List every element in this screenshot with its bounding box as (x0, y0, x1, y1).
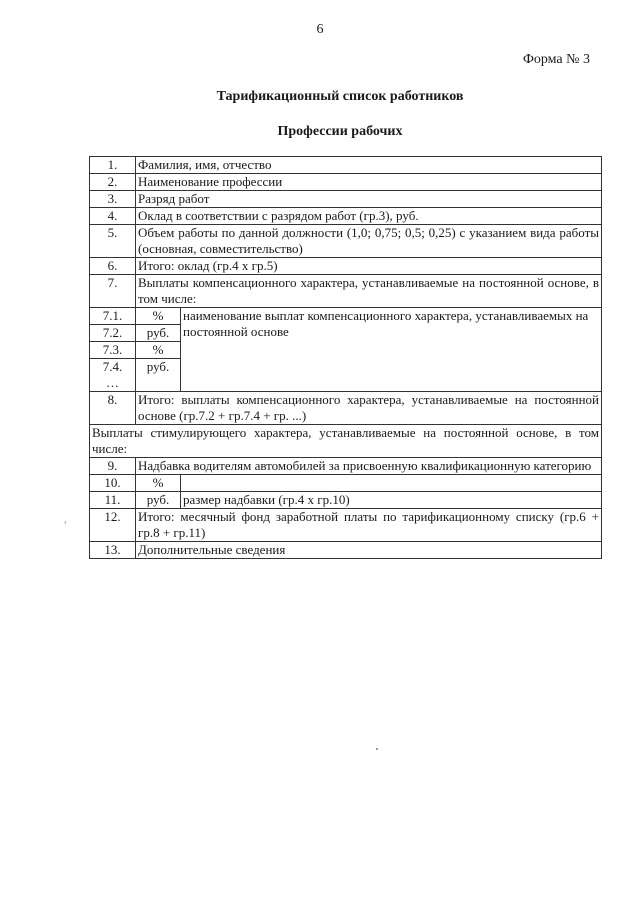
row-text: Разряд работ (136, 191, 602, 208)
unit-cell: % (136, 342, 181, 359)
row-number: 3. (90, 191, 136, 208)
row-text: размер надбавки (гр.4 х гр.10) (181, 492, 602, 509)
row-text: Итого: выплаты компенсационного характера, устанавливаемые на постоянной основе (гр.7.2 + гр.7.4 + гр. ...) (136, 392, 602, 425)
row-number: 11. (90, 492, 136, 509)
unit-cell: руб. (136, 359, 181, 392)
row-number: 2. (90, 174, 136, 191)
row-number: 7. (90, 275, 136, 308)
unit-cell: % (136, 475, 181, 492)
row-number: 7.1. (90, 308, 136, 325)
table-row (90, 208, 602, 225)
ellipsis: … (106, 375, 119, 390)
compensation-description: наименование выплат компенсационного характера, устанавливаемых на постоянной основе (181, 308, 602, 392)
table-row (90, 425, 602, 458)
table-row (90, 392, 602, 425)
unit-cell: руб. (136, 492, 181, 509)
table-row (90, 275, 602, 308)
table-row (90, 458, 602, 475)
row-text: Оклад в соответствии с разрядом работ (гр.3), руб. (136, 208, 602, 225)
tariff-list-table (89, 156, 602, 559)
margin-mark: з (64, 520, 67, 526)
row-number: 7.3. (90, 342, 136, 359)
table-row (90, 308, 602, 325)
row-text: Итого: месячный фонд заработной платы по тарификационному списку (гр.6 + гр.8 + гр.11) (136, 509, 602, 542)
scan-dot (376, 748, 378, 750)
row-number: 4. (90, 208, 136, 225)
row-number: 6. (90, 258, 136, 275)
table-row (90, 509, 602, 542)
table-row (90, 475, 602, 492)
document-title: Тарификационный список работников (216, 89, 464, 104)
row-number-cell (90, 359, 136, 392)
row-number: 12. (90, 509, 136, 542)
row-number: 7.2. (90, 325, 136, 342)
table-row (90, 225, 602, 258)
row-number: 9. (90, 458, 136, 475)
row-number: 5. (90, 225, 136, 258)
table-row (90, 157, 602, 174)
table-row (90, 542, 602, 559)
row-number: 10. (90, 475, 136, 492)
row-text: Итого: оклад (гр.4 х гр.5) (136, 258, 602, 275)
row-text: Наименование профессии (136, 174, 602, 191)
row-number: 13. (90, 542, 136, 559)
page-number: 6 (316, 22, 324, 37)
stimulating-header: Выплаты стимулирующего характера, устанавливаемые на постоянной основе, в том числе: (90, 425, 602, 458)
row-number: 8. (90, 392, 136, 425)
unit-cell: руб. (136, 325, 181, 342)
table-row (90, 191, 602, 208)
row-number: 1. (90, 157, 136, 174)
row-text: Выплаты компенсационного характера, устанавливаемые на постоянной основе, в том числе: (136, 275, 602, 308)
empty-cell (181, 475, 602, 492)
row-number: 7.4. (102, 359, 123, 374)
unit-cell: % (136, 308, 181, 325)
row-text: Надбавка водителям автомобилей за присвоенную квалификационную категорию (136, 458, 602, 475)
document-subtitle: Профессии рабочих (277, 124, 403, 139)
row-text: Объем работы по данной должности (1,0; 0,75; 0,5; 0,25) с указанием вида работы (основная, совместительство) (136, 225, 602, 258)
row-text: Фамилия, имя, отчество (136, 157, 602, 174)
table-row (90, 258, 602, 275)
table-row (90, 174, 602, 191)
form-label: Форма № 3 (522, 52, 590, 67)
row-text: Дополнительные сведения (136, 542, 602, 559)
table-row (90, 492, 602, 509)
